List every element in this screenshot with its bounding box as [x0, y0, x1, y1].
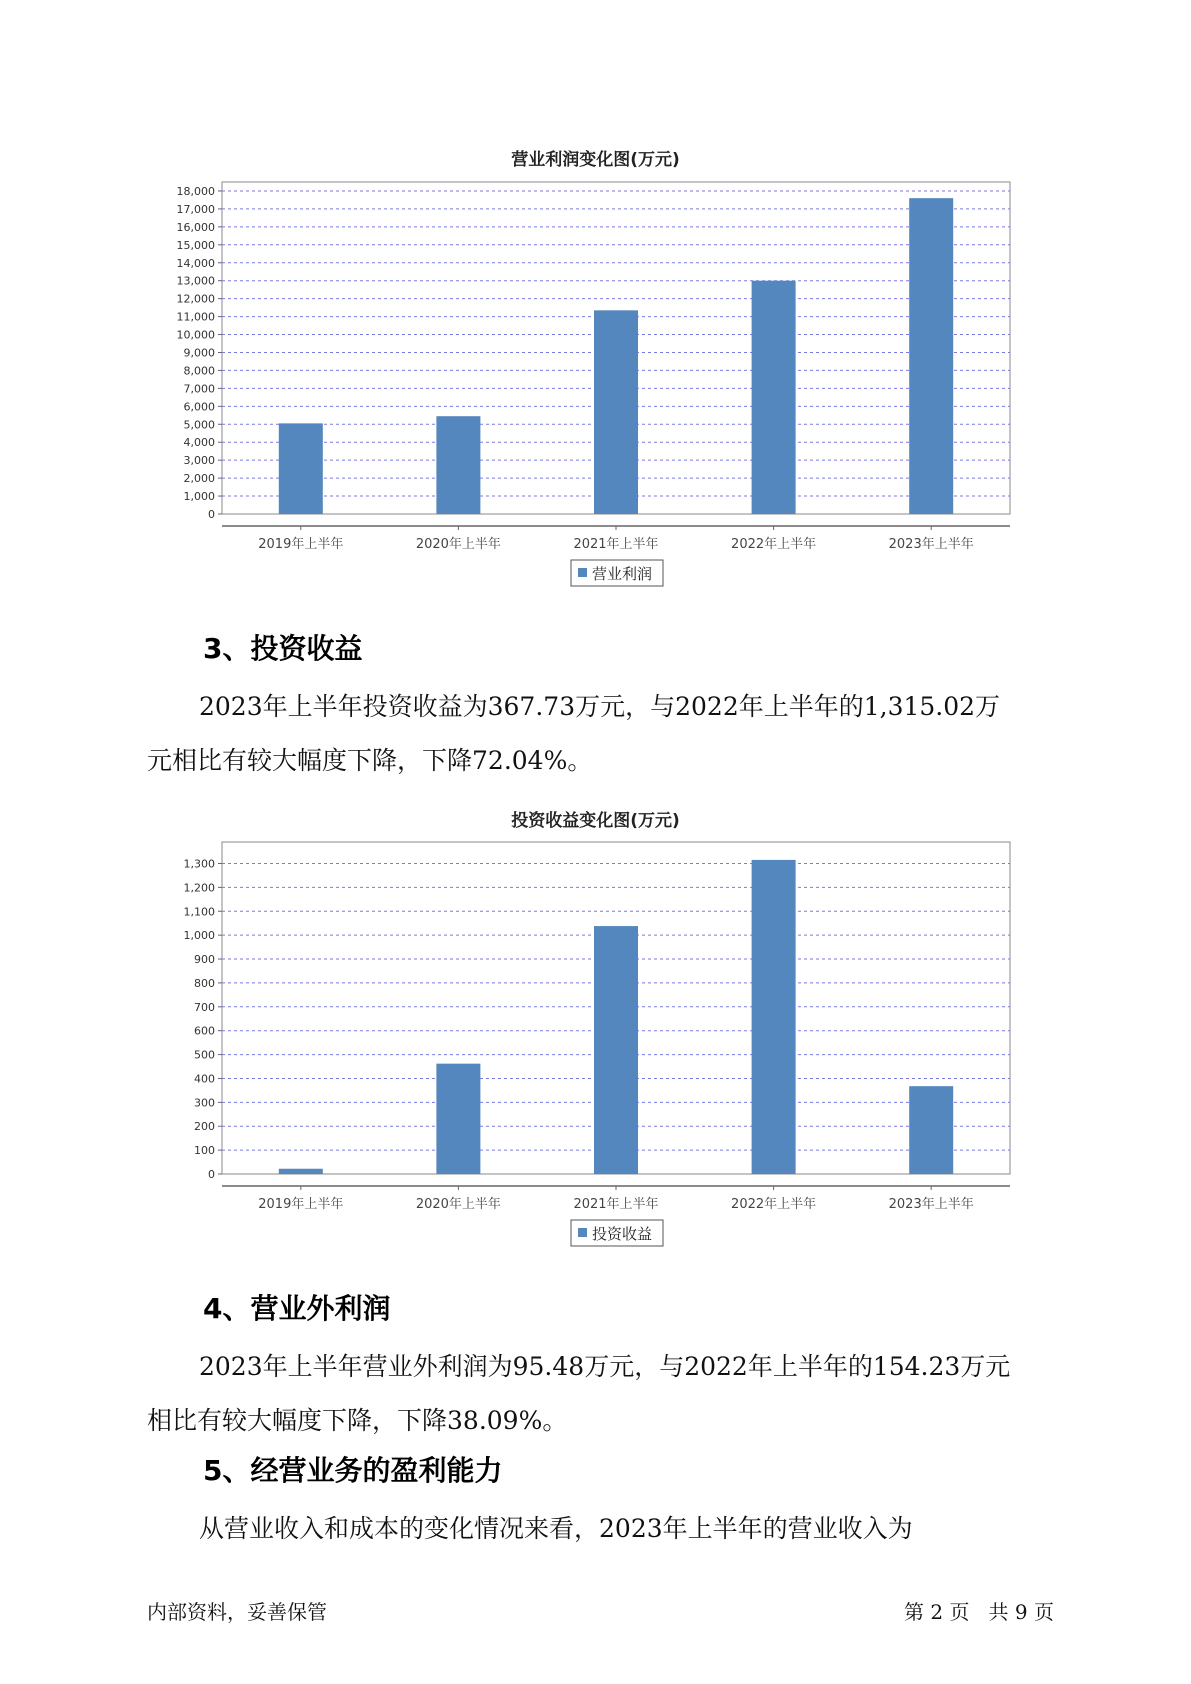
y-tick-label: 600: [194, 1024, 215, 1038]
y-tick-label: 0: [208, 508, 215, 521]
x-tick-label: 2022年上半年: [731, 537, 817, 552]
y-tick-label: 7,000: [183, 382, 215, 396]
paragraph-profitability: [147, 1502, 1067, 1556]
section-heading-non-operating-profit: 4、营业外利润: [203, 1292, 391, 1325]
legend-swatch: [578, 568, 587, 577]
bar: [752, 281, 796, 514]
footer-confidential-note: 内部资料，妥善保管: [147, 1600, 327, 1624]
bar: [279, 1169, 323, 1174]
operating-profit-bar-chart: [0, 170, 1191, 590]
y-tick-label: 500: [194, 1048, 215, 1062]
section-heading-profitability: 5、经营业务的盈利能力: [203, 1454, 503, 1487]
y-tick-label: 1,200: [183, 881, 215, 895]
x-tick-label: 2023年上半年: [888, 1197, 974, 1212]
y-tick-label: 1,000: [183, 490, 215, 504]
y-tick-label: 11,000: [176, 310, 215, 324]
y-tick-label: 700: [194, 1000, 215, 1014]
x-tick-label: 2022年上半年: [731, 1197, 817, 1212]
section-heading-investment-income: 3、投资收益: [203, 632, 363, 665]
footer-page-number: 第 2 页 共 9 页: [904, 1600, 1054, 1624]
y-tick-label: 9,000: [183, 346, 215, 360]
y-tick-label: 3,000: [183, 454, 215, 468]
chart-title-investment-income: 投资收益变化图(万元): [511, 811, 680, 831]
y-tick-label: 16,000: [176, 220, 215, 234]
y-tick-label: 14,000: [176, 256, 215, 270]
y-tick-label: 2,000: [183, 472, 215, 486]
y-tick-label: 10,000: [176, 328, 215, 342]
paragraph-non-operating-profit: [147, 1340, 1067, 1448]
y-tick-label: 1,100: [183, 905, 215, 919]
y-tick-label: 400: [194, 1072, 215, 1086]
x-tick-label: 2019年上半年: [258, 1197, 344, 1212]
y-tick-label: 15,000: [176, 238, 215, 252]
y-tick-label: 5,000: [183, 418, 215, 432]
y-tick-label: 300: [194, 1096, 215, 1110]
bar: [436, 416, 480, 514]
y-tick-label: 6,000: [183, 400, 215, 414]
paragraph-investment-income: [147, 680, 1067, 788]
bar: [909, 1086, 953, 1174]
y-tick-label: 1,000: [183, 929, 215, 943]
bar: [436, 1064, 480, 1174]
y-tick-label: 17,000: [176, 202, 215, 216]
y-tick-label: 18,000: [176, 184, 215, 198]
bar: [594, 926, 638, 1174]
legend-label: 营业利润: [592, 565, 653, 583]
bar: [279, 423, 323, 514]
y-tick-label: 8,000: [183, 364, 215, 378]
y-tick-label: 12,000: [176, 292, 215, 306]
x-tick-label: 2023年上半年: [888, 537, 974, 552]
y-tick-label: 800: [194, 976, 215, 990]
x-tick-label: 2021年上半年: [573, 1197, 659, 1212]
bar: [909, 198, 953, 514]
paragraph-line: 从营业收入和成本的变化情况来看，2023年上半年的营业收入为: [199, 1514, 913, 1543]
x-tick-label: 2021年上半年: [573, 537, 659, 552]
paragraph-line: 2023年上半年投资收益为367.73万元，与2022年上半年的1,315.02万: [199, 692, 1001, 721]
y-tick-label: 13,000: [176, 274, 215, 288]
bar: [752, 860, 796, 1174]
x-tick-label: 2020年上半年: [415, 1197, 501, 1212]
legend-label: 投资收益: [592, 1225, 653, 1243]
investment-income-bar-chart: [0, 830, 1191, 1250]
y-tick-label: 200: [194, 1120, 215, 1134]
legend-swatch: [578, 1228, 587, 1237]
chart-legend: [571, 1220, 663, 1246]
y-tick-label: 4,000: [183, 436, 215, 450]
y-tick-label: 900: [194, 953, 215, 967]
y-tick-label: 1,300: [183, 857, 215, 871]
chart-legend: [571, 560, 663, 586]
x-tick-label: 2019年上半年: [258, 537, 344, 552]
x-tick-label: 2020年上半年: [415, 537, 501, 552]
y-tick-label: 0: [208, 1168, 215, 1181]
paragraph-line: 元相比有较大幅度下降，下降72.04%。: [147, 746, 593, 775]
paragraph-line: 2023年上半年营业外利润为95.48万元，与2022年上半年的154.23万元: [199, 1352, 1011, 1381]
bar: [594, 310, 638, 514]
paragraph-line: 相比有较大幅度下降，下降38.09%。: [147, 1406, 568, 1435]
chart-title-operating-profit: 营业利润变化图(万元): [511, 150, 680, 170]
y-tick-label: 100: [194, 1144, 215, 1158]
